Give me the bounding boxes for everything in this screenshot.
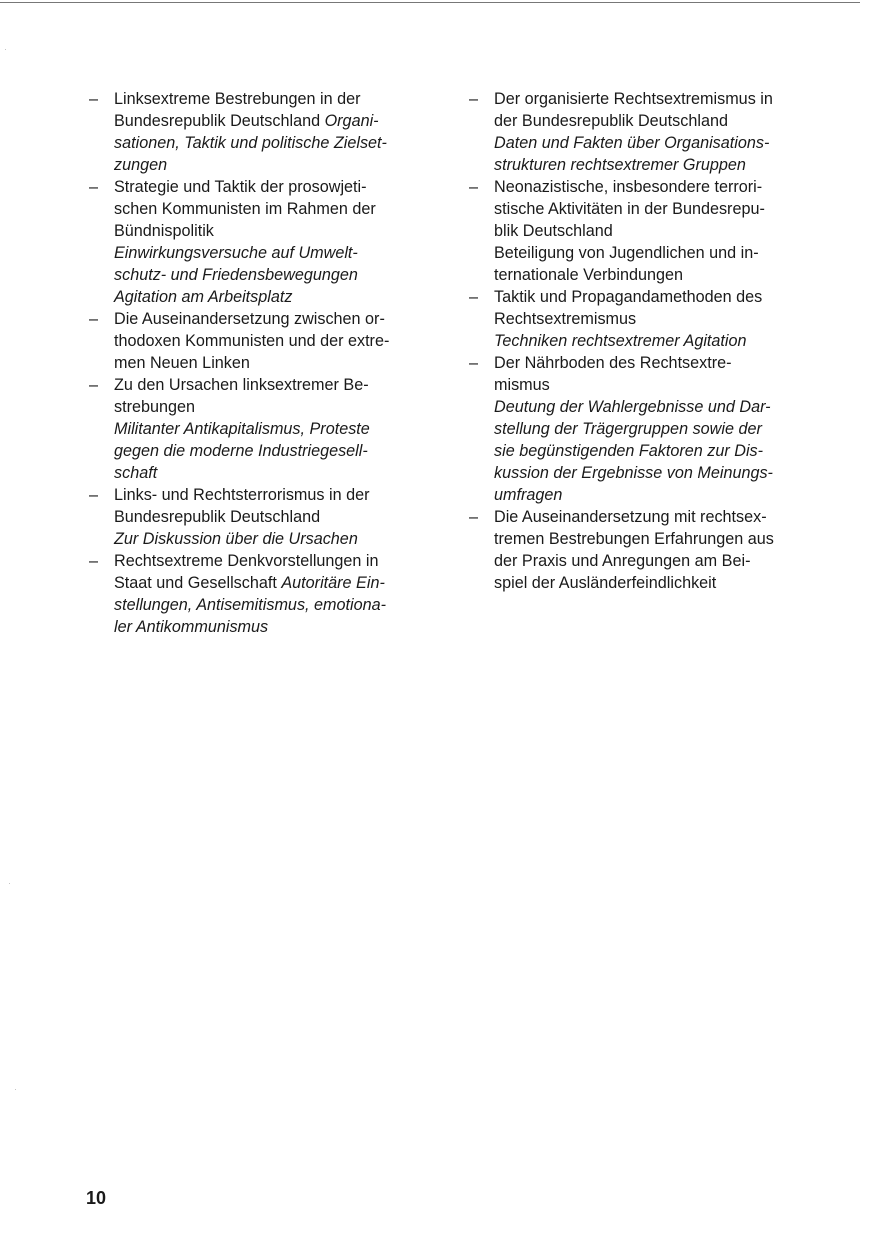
- list-item: [469, 286, 814, 352]
- text-line: [494, 484, 814, 506]
- line-text: Strategie und Taktik der prosowjeti-: [114, 178, 367, 196]
- bullet-dash: –: [89, 552, 99, 570]
- line-italic-text: gegen die moderne Industriegesell-: [114, 442, 368, 460]
- line-text: tremen Bestrebungen Erfahrungen aus: [494, 530, 774, 548]
- line-text: Die Auseinandersetzung mit rechtsex-: [494, 508, 767, 526]
- text-line: [494, 330, 814, 352]
- text-line: [494, 462, 814, 484]
- text-line: [494, 220, 814, 242]
- line-text: spiel der Ausländerfeindlichkeit: [494, 574, 717, 592]
- line-text: Bundesrepublik Deutschland: [114, 508, 321, 526]
- text-line: [114, 198, 434, 220]
- line-text: schen Kommunisten im Rahmen der: [114, 200, 376, 218]
- text-line: [494, 440, 814, 462]
- text-line: [114, 550, 434, 572]
- text-line: [114, 242, 434, 264]
- line-text: Der organisierte Rechtsextremismus in: [494, 90, 773, 108]
- text-line: [114, 616, 434, 638]
- text-line: [114, 330, 434, 352]
- scan-speck: ·: [8, 878, 11, 888]
- list-item: [89, 308, 434, 374]
- text-line: [494, 506, 814, 528]
- text-line: [494, 550, 814, 572]
- list-item: [469, 176, 814, 286]
- text-line: [494, 308, 814, 330]
- line-text: Die Auseinandersetzung zwischen or-: [114, 310, 385, 328]
- line-text: Links- und Rechtsterrorismus in der: [114, 486, 370, 504]
- bullet-dash: –: [89, 90, 99, 108]
- text-line: [114, 374, 434, 396]
- text-line: [114, 528, 434, 550]
- list-item: [469, 506, 814, 594]
- line-text: Bündnispolitik: [114, 222, 214, 240]
- list-item: [469, 352, 814, 506]
- bullet-dash: –: [89, 178, 99, 196]
- text-line: [494, 352, 814, 374]
- text-line: [114, 506, 434, 528]
- left-column: [89, 88, 434, 638]
- text-line: [494, 528, 814, 550]
- bullet-dash: –: [469, 178, 479, 196]
- line-text: der Praxis und Anregungen am Bei-: [494, 552, 751, 570]
- text-line: [494, 396, 814, 418]
- text-line: [114, 572, 434, 594]
- line-italic-text: Techniken rechtsextremer Agitation: [494, 332, 747, 350]
- text-line: [494, 198, 814, 220]
- list-item: [89, 176, 434, 308]
- text-line: [494, 176, 814, 198]
- line-italic-text: zungen: [114, 156, 168, 174]
- line-italic-text: Agitation am Arbeitsplatz: [114, 288, 293, 306]
- line-text: Bundesrepublik Deutschland: [114, 112, 325, 130]
- line-text: der Bundesrepublik Deutschland: [494, 112, 728, 130]
- text-line: [494, 572, 814, 594]
- line-text: ternationale Verbindungen: [494, 266, 684, 284]
- text-line: [114, 264, 434, 286]
- text-line: [494, 418, 814, 440]
- text-line: [494, 374, 814, 396]
- line-text: Linksextreme Bestrebungen in der: [114, 90, 361, 108]
- text-line: [114, 484, 434, 506]
- line-italic-text: Militanter Antikapitalismus, Proteste: [114, 420, 370, 438]
- text-line: [114, 220, 434, 242]
- line-text: Rechtsextremismus: [494, 310, 637, 328]
- bullet-dash: –: [89, 486, 99, 504]
- text-line: [494, 242, 814, 264]
- list-item: [89, 484, 434, 550]
- text-line: [114, 132, 434, 154]
- line-italic-text: stellungen, Antisemitismus, emotiona-: [114, 596, 387, 614]
- bullet-dash: –: [89, 376, 99, 394]
- line-text: Beteiligung von Jugendlichen und in-: [494, 244, 759, 262]
- line-italic-text: schaft: [114, 464, 158, 482]
- text-line: [494, 110, 814, 132]
- line-italic-text: schutz- und Friedensbewegungen: [114, 266, 358, 284]
- scan-speck: ·: [14, 1084, 17, 1094]
- text-line: [114, 308, 434, 330]
- line-italic-text: Autoritäre Ein-: [281, 574, 385, 592]
- list-item: [89, 374, 434, 484]
- line-text: Der Nährboden des Rechtsextre-: [494, 354, 732, 372]
- bullet-dash: –: [89, 310, 99, 328]
- line-text: Rechtsextreme Denkvorstellungen in: [114, 552, 379, 570]
- text-line: [114, 352, 434, 374]
- line-text: mismus: [494, 376, 550, 394]
- page-number: 10: [86, 1188, 107, 1208]
- text-line: [494, 88, 814, 110]
- line-italic-text: stellung der Trägergruppen sowie der: [494, 420, 762, 438]
- list-item: [89, 550, 434, 638]
- line-text: blik Deutschland: [494, 222, 613, 240]
- list-item: [469, 88, 814, 176]
- line-italic-text: kussion der Ergebnisse von Meinungs-: [494, 464, 773, 482]
- line-text: strebungen: [114, 398, 196, 416]
- line-italic-text: Zur Diskussion über die Ursachen: [114, 530, 358, 548]
- line-italic-text: sationen, Taktik und politische Zielset-: [114, 134, 387, 152]
- text-line: [494, 286, 814, 308]
- right-column: [469, 88, 814, 594]
- text-line: [114, 396, 434, 418]
- line-italic-text: strukturen rechtsextremer Gruppen: [494, 156, 746, 174]
- text-line: [494, 154, 814, 176]
- line-italic-text: Daten und Fakten über Organisations-: [494, 134, 770, 152]
- line-text: men Neuen Linken: [114, 354, 250, 372]
- bullet-dash: –: [469, 354, 479, 372]
- line-italic-text: ler Antikommunismus: [114, 618, 269, 636]
- text-line: [114, 88, 434, 110]
- line-text: Neonazistische, insbesondere terrori-: [494, 178, 763, 196]
- text-line: [114, 286, 434, 308]
- line-text: Staat und Gesellschaft: [114, 574, 282, 592]
- top-rule: [0, 2, 860, 3]
- text-line: [114, 594, 434, 616]
- text-line: [114, 462, 434, 484]
- bullet-dash: –: [469, 288, 479, 306]
- text-line: [114, 418, 434, 440]
- list-item: [89, 88, 434, 176]
- scan-speck: ·: [4, 44, 7, 54]
- text-line: [114, 176, 434, 198]
- line-italic-text: Deutung der Wahlergebnisse und Dar-: [494, 398, 771, 416]
- line-italic-text: Einwirkungsversuche auf Umwelt-: [114, 244, 358, 262]
- text-line: [114, 110, 434, 132]
- bullet-dash: –: [469, 90, 479, 108]
- line-italic-text: sie begünstigenden Faktoren zur Dis-: [494, 442, 764, 460]
- bullet-dash: –: [469, 508, 479, 526]
- text-line: [114, 440, 434, 462]
- line-italic-text: Organi-: [324, 112, 379, 130]
- line-text: Taktik und Propagandamethoden des: [494, 288, 763, 306]
- line-text: stische Aktivitäten in der Bundesrepu-: [494, 200, 765, 218]
- line-text: thodoxen Kommunisten und der extre-: [114, 332, 390, 350]
- text-line: [494, 132, 814, 154]
- line-text: Zu den Ursachen linksextremer Be-: [114, 376, 369, 394]
- line-italic-text: umfragen: [494, 486, 563, 504]
- text-line: [114, 154, 434, 176]
- text-line: [494, 264, 814, 286]
